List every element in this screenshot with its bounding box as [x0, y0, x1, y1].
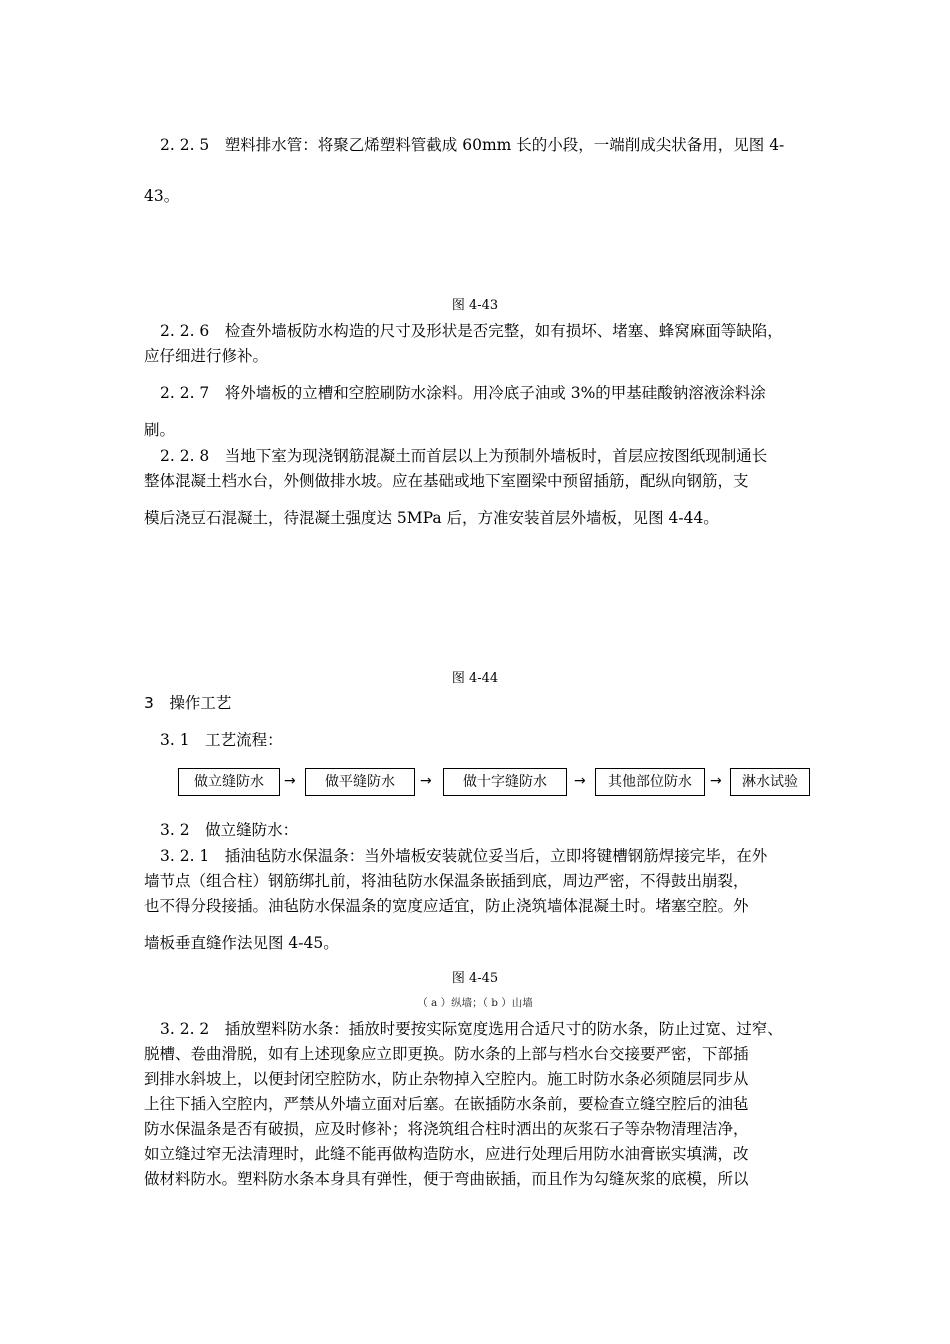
para-322-line4: 上往下插入空腔内，严禁从外墙立面对后塞。在嵌插防水条前，要检查立缝空腔后的油毡 [144, 1095, 749, 1113]
para-228-line1: 2. 2. 8 当地下室为现浇钢筋混凝土而首层以上为预制外墙板时，首层应按图纸现制通长 [160, 447, 768, 465]
flow-arrow-1: → [284, 773, 296, 789]
flow-step-2: 做平缝防水 [305, 768, 415, 796]
section-32-heading: 3. 2 做立缝防水： [160, 821, 299, 839]
flow-arrow-3: → [574, 773, 586, 789]
flow-arrow-2: → [420, 773, 432, 789]
process-flow-diagram [178, 768, 810, 798]
para-228-line2: 整体混凝土档水台，外侧做排水坡。应在基础或地下室圈梁中预留插筋，配纵向钢筋，支 [144, 472, 749, 490]
para-321-line1: 3. 2. 1 插油毡防水保温条：当外墙板安装就位妥当后，立即将键槽钢筋焊接完毕，在外 [160, 847, 768, 865]
para-322-line5: 防水保温条是否有破损，应及时修补；将浇筑组合柱时洒出的灰浆石子等杂物清理洁净， [144, 1120, 749, 1138]
flow-arrow-4: → [710, 773, 722, 789]
section-3-heading: 3 操作工艺 [144, 694, 232, 712]
figure-4-43-caption: 图 4-43 [451, 298, 499, 313]
figure-4-45-caption: 图 4-45 [451, 971, 499, 986]
flow-step-4: 其他部位防水 [595, 768, 705, 796]
flow-step-3: 做十字缝防水 [443, 768, 567, 796]
para-322-line1: 3. 2. 2 插放塑料防水条：插放时要按实际宽度选用合适尺寸的防水条，防止过宽、过窄、 [160, 1020, 783, 1038]
para-322-line7: 做材料防水。塑料防水条本身具有弹性，便于弯曲嵌插，而且作为勾缝灰浆的底模，所以 [144, 1170, 749, 1188]
para-322-line6: 如立缝过窄无法清理时，此缝不能再做构造防水，应进行处理后用防水油膏嵌实填满，改 [144, 1145, 749, 1163]
para-321-line2: 墙节点（组合柱）钢筋绑扎前，将油毡防水保温条嵌插到底，周边严密，不得鼓出崩裂， [144, 872, 749, 890]
para-322-line3: 到排水斜坡上，以便封闭空腔防水，防止杂物掉入空腔内。施工时防水条必须随层同步从 [144, 1070, 749, 1088]
flow-step-1: 做立缝防水 [178, 768, 280, 796]
para-227-line1: 2. 2. 7 将外墙板的立槽和空腔刷防水涂料。用冷底子油或 3%的甲基硅酸钠溶液涂料涂 [160, 384, 766, 402]
para-225-line2: 43。 [144, 187, 180, 205]
para-228-line3: 模后浇豆石混凝土，待混凝土强度达 5MPa 后，方准安装首层外墙板，见图 4-44。 [144, 509, 719, 527]
figure-4-45-subcaption: （ a ）纵墙；（ b ）山墙 [417, 997, 533, 1009]
para-321-line3: 也不得分段接插。油毡防水保温条的宽度应适宜，防止浇筑墙体混凝土时。堵塞空腔。外 [144, 897, 749, 915]
figure-4-44-caption: 图 4-44 [451, 671, 499, 686]
para-321-line4: 墙板垂直缝作法见图 4-45。 [144, 934, 339, 952]
para-225-line1: 2. 2. 5 塑料排水管：将聚乙烯塑料管截成 60mm 长的小段，一端削成尖状备用，见图 4- [160, 136, 785, 154]
para-322-line2: 脱槽、卷曲滑脱，如有上述现象应立即更换。防水条的上部与档水台交接要严密，下部插 [144, 1045, 749, 1063]
section-31-heading: 3. 1 工艺流程： [160, 731, 283, 749]
para-226-line2: 应仔细进行修补。 [144, 347, 269, 365]
flow-step-5: 淋水试验 [730, 768, 810, 796]
para-227-line2: 刷。 [144, 421, 176, 439]
para-226-line1: 2. 2. 6 检查外墙板防水构造的尺寸及形状是否完整，如有损坏、堵塞、蜂窝麻面等缺陷， [160, 322, 783, 340]
